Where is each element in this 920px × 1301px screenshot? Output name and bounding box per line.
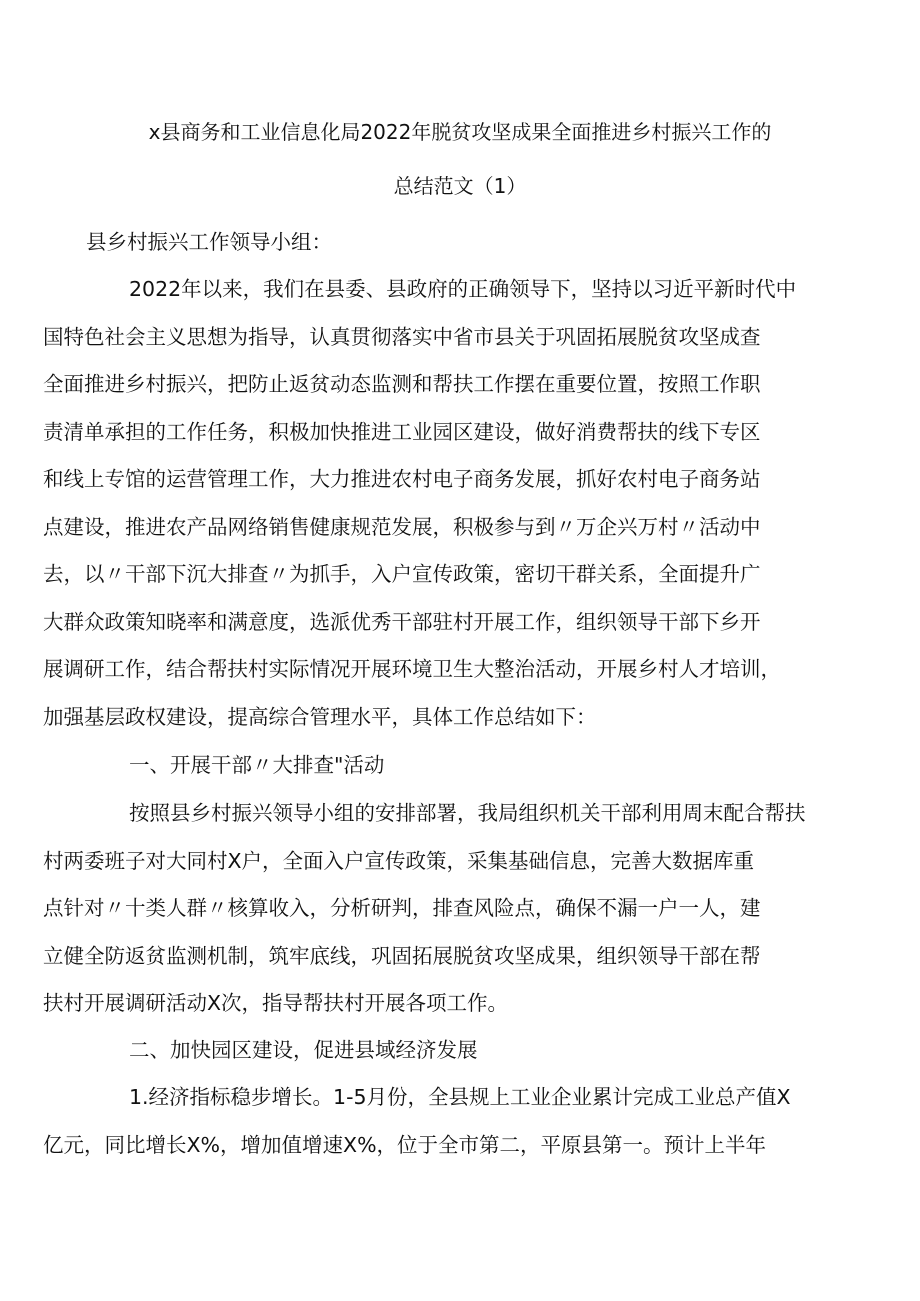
paragraph-line: 点建设，推进农产品网络销售健康规范发展，积极参与到〃万企兴万村〃活动中 xyxy=(43,514,761,539)
paragraph-intro xyxy=(43,266,838,741)
paragraph-line: 村两委班子对大同村X户，全面入户宣传政策，采集基础信息，完善大数据库重 xyxy=(43,848,755,873)
paragraph-line: 国特色社会主义思想为指导，认真贯彻落实中省市县关于巩固拓展脱贫攻坚成查 xyxy=(43,324,761,349)
paragraph-line: 加强基层政权建设，提高综合管理水平，具体工作总结如下： xyxy=(43,704,597,729)
paragraph-line: 去，以〃干部下沉大排查〃为抓手，入户宣传政策，密切干群关系，全面提升广 xyxy=(43,562,761,586)
paragraph-line: 按照县乡村振兴领导小组的安排部署，我局组织机关干部利用周末配合帮扶 xyxy=(129,801,806,825)
section-heading-2: 二、加快园区建设，促进县域经济发展 xyxy=(129,1038,478,1062)
section-heading-1: 一、开展干部〃大排查"活动 xyxy=(129,753,385,777)
paragraph-line: 1.经济指标稳步增长。1-5月份，全县规上工业企业累计完成工业总产值X xyxy=(129,1085,791,1109)
paragraph-section-1 xyxy=(43,790,838,1028)
paragraph-line: 和线上专馆的运营管理工作，大力推进农村电子商务发展，抓好农村电子商务站 xyxy=(43,467,761,491)
paragraph-line: 扶村开展调研活动X次，指导帮扶村开展各项工作。 xyxy=(43,991,509,1015)
paragraph-line: 立健全防返贫监测机制，筑牢底线，巩固拓展脱贫攻坚成果，组织领导干部在帮 xyxy=(43,943,761,968)
document-title-line-1: x县商务和工业信息化局2022年脱贫攻坚成果全面推进乡村振兴工作的 xyxy=(148,120,772,144)
paragraph-line: 展调研工作，结合帮扶村实际情况开展环境卫生大整治活动，开展乡村人才培训， xyxy=(43,657,781,681)
document-title-line-2: 总结范文（1） xyxy=(393,174,527,198)
paragraph-line: 点针对〃十类人群〃核算收入，分析研判，排查风险点，确保不漏一户一人，建 xyxy=(43,896,761,920)
paragraph-section-2 xyxy=(43,1074,838,1169)
paragraph-line: 责清单承担的工作任务，积极加快推进工业园区建设，做好消费帮扶的线下专区 xyxy=(43,419,761,444)
paragraph-line: 2022年以来，我们在县委、县政府的正确领导下，坚持以习近平新时代中 xyxy=(129,277,797,301)
paragraph-line: 全面推进乡村振兴，把防止返贫动态监测和帮扶工作摆在重要位置，按照工作职 xyxy=(43,372,761,396)
paragraph-line: 亿元，同比增长X%，增加值增速X%，位于全市第二，平原县第一。预计上半年 xyxy=(43,1132,767,1157)
salutation: 县乡村振兴工作领导小组： xyxy=(86,230,332,254)
paragraph-line: 大群众政策知晓率和满意度，选派优秀干部驻村开展工作，组织领导干部下乡开 xyxy=(43,609,761,634)
